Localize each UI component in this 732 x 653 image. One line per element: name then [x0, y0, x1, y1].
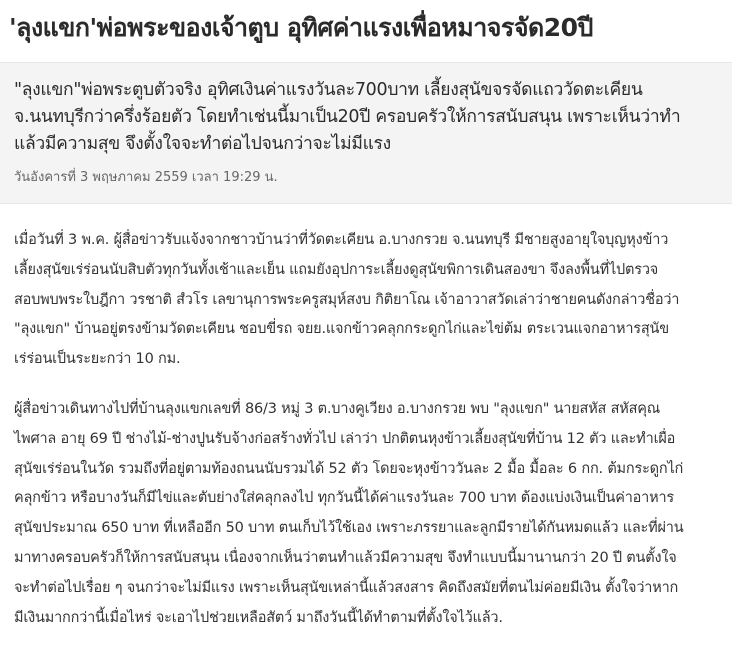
lead-line: จ.นนทบุรีกว่าครึ่งร้อยตัว โดยทำเช่นนี้มาเป็น20ปี ครอบครัวให้การสนับสนุน เพราะเห็นว่าทำ: [14, 107, 681, 127]
body-line: เมื่อวันที่ 3 พ.ค. ผู้สื่อข่าวรับแจ้งจากชาวบ้านว่าที่วัดตะเคียน อ.บางกรวย จ.นนทบุรี มีชายสูงอายุใจบุญหุงข้าว: [14, 232, 669, 248]
body-line: ไพศาล อายุ 69 ปี ช่างไม้-ช่างปูนรับจ้างก่อสร้างทั่วไป เล่าว่า ปกติตนหุงข้าวเลี้ยงสุนัขที่บ้าน 12 ตัว และทำเผื่อ: [14, 430, 676, 447]
body-paragraph: [14, 395, 719, 633]
body-line: มาทางครอบครัวก็ให้การสนับสนุน เนื่องจากเห็นว่าตนทำแล้วมีความสุข จึงทำแบบนี้มานานกว่า 20 ปี ตนตั้งใจ: [14, 549, 677, 566]
article-headline: 'ลุงแขก'พ่อพระของเจ้าตูบ อุทิศค่าแรงเพื่อหมาจรจัด20ปี: [9, 13, 593, 42]
article-body: [14, 226, 719, 653]
body-line: เร่ร่อนเป็นระยะกว่า 10 กม.: [14, 351, 181, 368]
lead-line: "ลุงแขก"พ่อพระตูบตัวจริง อุทิศเงินค่าแรงวันละ700บาท เลี้ยงสุนัขจรจัดแถววัดตะเคียน: [14, 80, 643, 100]
body-line: ผู้สื่อข่าวเดินทางไปที่บ้านลุงแขกเลขที่ 86/3 หมู่ 3 ต.บางคูเวียง อ.บางกรวย พบ "ลุงแขก" นายสหัส สหัสคุณ: [14, 400, 661, 417]
publish-timestamp: วันอังคารที่ 3 พฤษภาคม 2559 เวลา 19:29 น.: [14, 170, 278, 185]
body-line: สุนัขเร่ร่อนในวัด รวมถึงที่อยู่ตามท้องถนนนับรวมได้ 52 ตัว โดยจะหุงข้าววันละ 2 มื้อ มื้อละ 6 กก. ต้มกระดูกไก่: [14, 460, 684, 477]
body-line: จะทำต่อไปเรื่อย ๆ จนกว่าจะไม่มีแรง เพราะเห็นสุนัขเหล่านี้แล้วสงสาร คิดถึงสมัยที่ตนไม่ค่อยมีเงิน ตั้งใจว่าหาก: [14, 579, 679, 596]
body-line: สุนัขประมาณ 650 บาท ที่เหลืออีก 50 บาท ตนเก็บไว้ใช้เอง เพราะภรรยาและลูกมีรายได้กันหมดแล้ว และที่ผ่าน: [14, 520, 684, 537]
body-line: มีเงินมากกว่านี้เมื่อไหร่ จะเอาไปช่วยเหลือสัตว์ มาถึงวันนี้ได้ทำตามที่ตั้งใจไว้แล้ว.: [14, 609, 503, 626]
article-summary-box: [0, 62, 732, 204]
body-line: สอบพบพระใบฎีกา วรชาติ สํวโร เลขานุการพระครูสมุห์สงบ กิติยาโณ เจ้าอาวาสวัดเล่าว่าชายคนดังกล่าวชื่อว่า: [14, 291, 680, 308]
body-line: "ลุงแขก" บ้านอยู่ตรงข้ามวัดตะเคียน ชอบขี่รถ จยย.แจกข้าวคลุกกระดูกไก่และไข่ต้ม ตระเวนแจกอาหารสุนัข: [14, 321, 669, 338]
body-line: คลุกข้าว หรือบางวันก็มีไข่และตับย่างใส่คลุกลงไป ทุกวันนี้ได้ค่าแรงวันละ 700 บาท ต้องแบ่งเงินเป็นค่าอาหาร: [14, 490, 675, 507]
lead-line: แล้วมีความสุข จึงตั้งใจจะทำต่อไปจนกว่าจะไม่มีแรง: [14, 134, 391, 154]
article-lead: [14, 77, 726, 158]
body-paragraph: [14, 226, 719, 375]
body-line: เลี้ยงสุนัขเร่ร่อนนับสิบตัวทุกวันทั้งเช้าและเย็น แถมยังอุปการะเลี้ยงดูสุนัขพิการเดินสองขา จึงลงพื้นที่ไปตรวจ: [14, 261, 659, 278]
